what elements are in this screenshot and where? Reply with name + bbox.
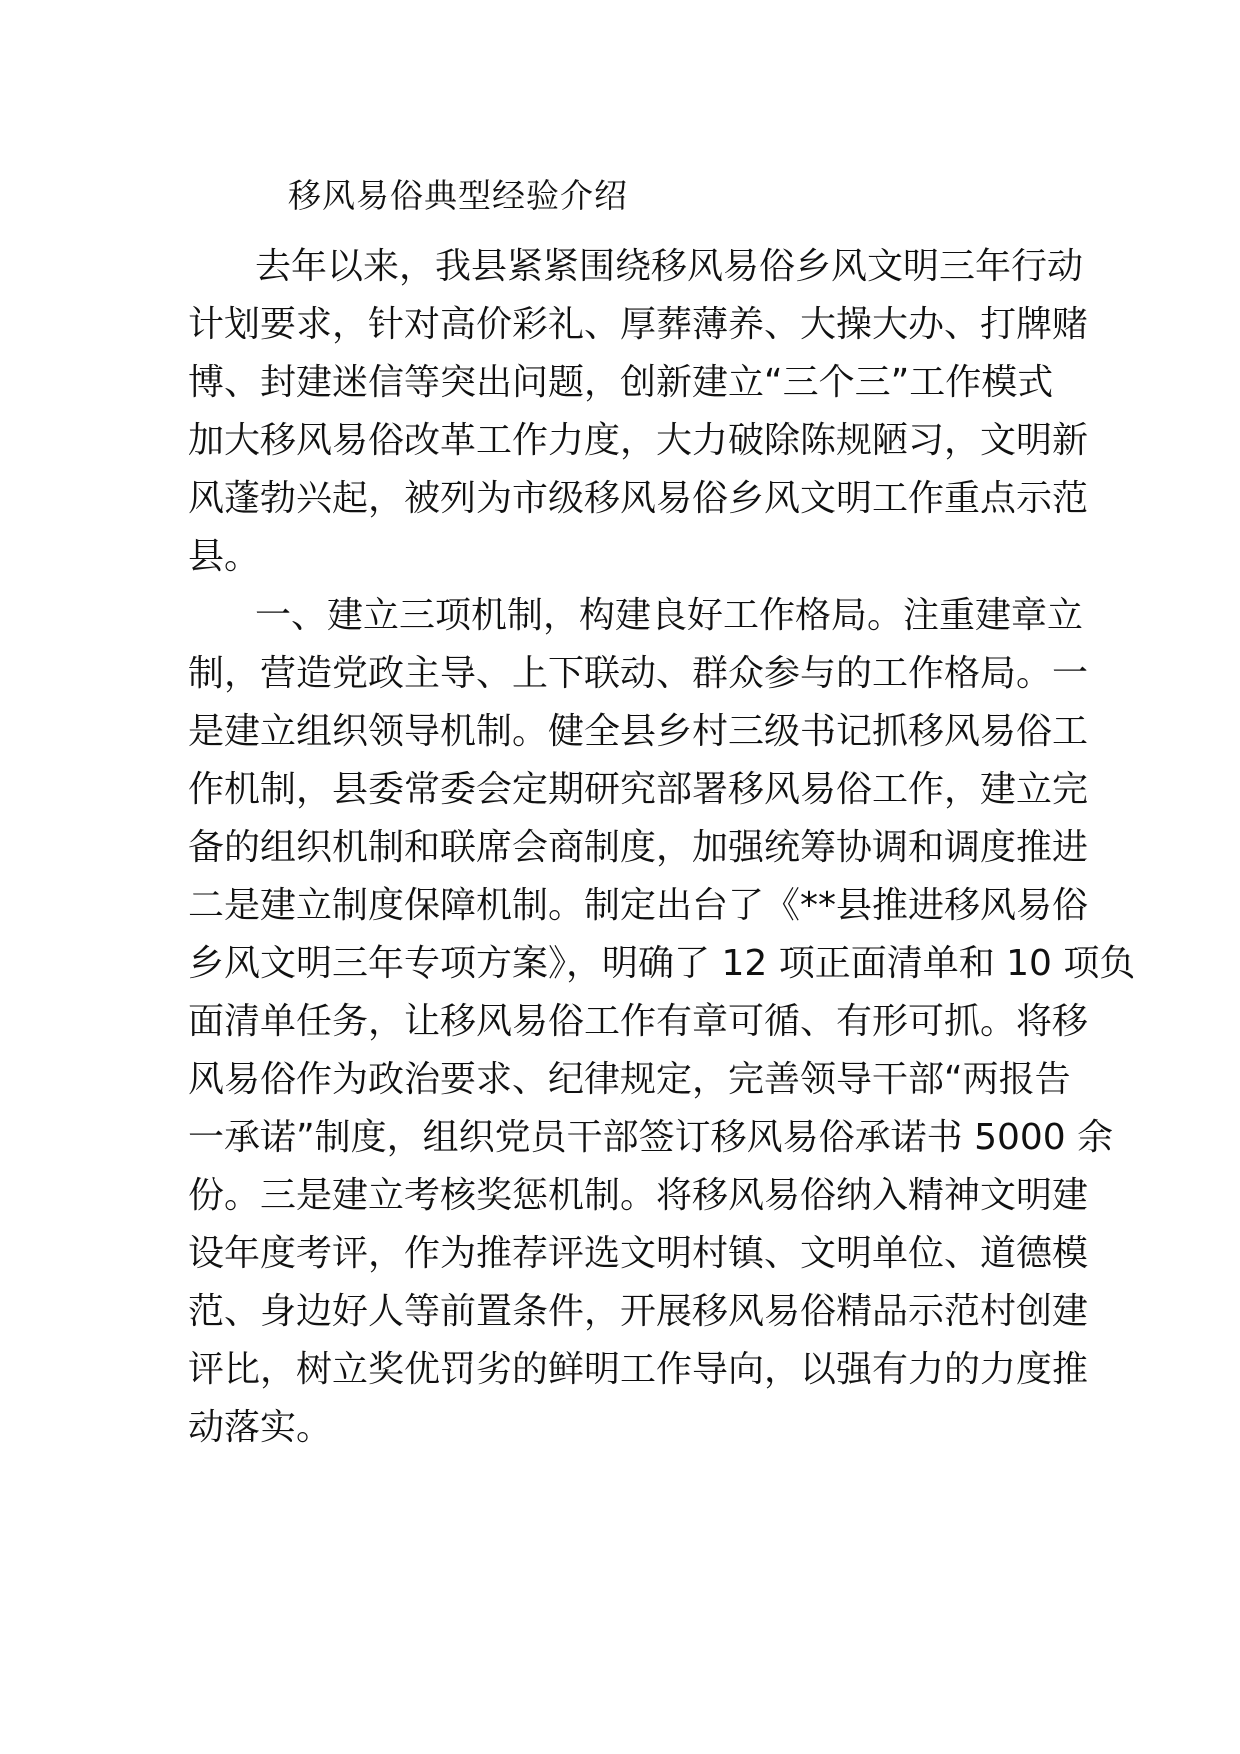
- paragraph-2-line-14: 评比，树立奖优罚劣的鲜明工作导向，以强有力的力度推: [188, 1349, 1089, 1390]
- paragraph-2-line-8: 面清单任务，让移风易俗工作有章可循、有形可抓。将移: [188, 1001, 1089, 1042]
- paragraph-2-line-11: 份。三是建立考核奖惩机制。将移风易俗纳入精神文明建: [188, 1175, 1089, 1216]
- paragraph-1-line-6: 县。: [188, 536, 261, 577]
- paragraph-2-line-5: 备的组织机制和联席会商制度，加强统筹协调和调度推进: [188, 827, 1089, 868]
- document-title: 移风易俗典型经验介绍: [288, 176, 628, 215]
- paragraph-1-line-4: 加大移风易俗改革工作力度，大力破除陈规陋习，文明新: [188, 420, 1089, 461]
- paragraph-2-line-3: 是建立组织领导机制。健全县乡村三级书记抓移风易俗工: [188, 711, 1089, 752]
- paragraph-2-line-2: 制，营造党政主导、上下联动、群众参与的工作格局。一: [188, 653, 1089, 694]
- paragraph-1-line-3: 博、封建迷信等突出问题，创新建立“三个三”工作模式: [188, 362, 1054, 403]
- paragraph-2-line-13: 范、身边好人等前置条件，开展移风易俗精品示范村创建: [188, 1291, 1089, 1332]
- paragraph-2-line-4: 作机制，县委常委会定期研究部署移风易俗工作，建立完: [188, 769, 1089, 810]
- paragraph-1-line-1: 去年以来，我县紧紧围绕移风易俗乡风文明三年行动: [255, 246, 1084, 287]
- paragraph-2-line-6: 二是建立制度保障机制。制定出台了《**县推进移风易俗: [188, 885, 1089, 926]
- paragraph-2-line-9: 风易俗作为政治要求、纪律规定，完善领导干部“两报告: [188, 1059, 1071, 1100]
- paragraph-2-line-15: 动落实。: [188, 1407, 333, 1448]
- paragraph-2-line-1: 一、建立三项机制，构建良好工作格局。注重建章立: [255, 595, 1084, 636]
- paragraph-2-line-10: 一承诺”制度，组织党员干部签订移风易俗承诺书 5000 余: [188, 1117, 1114, 1158]
- paragraph-2-line-12: 设年度考评，作为推荐评选文明村镇、文明单位、道德模: [188, 1233, 1089, 1274]
- paragraph-1-line-5: 风蓬勃兴起，被列为市级移风易俗乡风文明工作重点示范: [188, 478, 1089, 519]
- paragraph-2-line-7: 乡风文明三年专项方案》，明确了 12 项正面清单和 10 项负: [188, 943, 1136, 984]
- paragraph-1-line-2: 计划要求，针对高价彩礼、厚葬薄养、大操大办、打牌赌: [188, 304, 1089, 345]
